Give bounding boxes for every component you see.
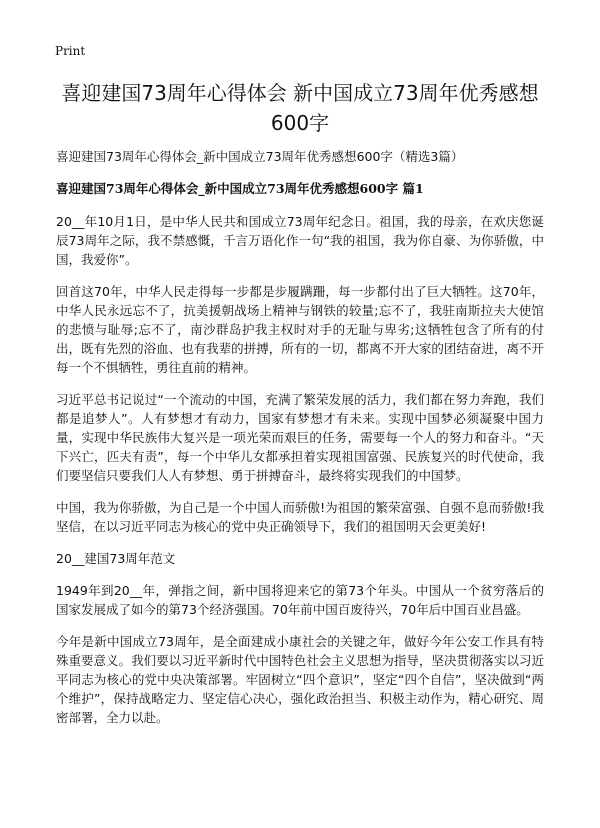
paragraph: 今年是新中国成立73周年，是全面建成小康社会的关键之年，做好今年公安工作具有特殊重要意义。我们要以习近平新时代中国特色社会主义思想为指导，坚决贯彻落实以习近平同志为核心的党中央决策部署。牢固树立“四个意识”，坚定“四个自信”，坚决做到“两个维护”，保持战略定力、坚定信心决心，强化政治担当、积极主动作为，精心研究、周密部署，全力以赴。 xyxy=(56,634,544,725)
page-title-line-1: 喜迎建国73周年心得体会 新中国成立73周年优秀感想 xyxy=(61,81,539,105)
paragraph: 中国，我为你骄傲，为自己是一个中国人而骄傲!为祖国的繁荣富强、自强不息而骄傲!我坚信，在以习近平同志为核心的党中央正确领导下，我们的祖国明天会更美好! xyxy=(56,500,544,534)
section-heading: 喜迎建国73周年心得体会_新中国成立73周年优秀感想600字 篇1 xyxy=(56,181,424,196)
page-title xyxy=(40,78,560,138)
page-title-line-2: 600字 xyxy=(270,111,330,135)
paragraph-heading: 20__建国73周年范文 xyxy=(56,551,176,566)
paragraph: 20__年10月1日，是中华人民共和国成立73周年纪念日。祖国，我的母亲，在欢庆您诞辰73周年之际，我不禁感慨，千言万语化作一句“我的祖国，我为你自豪、为你骄傲，中国，我爱你”。 xyxy=(56,214,544,267)
article-subtitle: 喜迎建国73周年心得体会_新中国成立73周年优秀感想600字（精选3篇） xyxy=(56,149,464,164)
paragraph: 回首这70年，中华人民走得每一步都是步履蹒跚，每一步都付出了巨大牺牲。这70年，中华人民永远忘不了，抗美援朝战场上精神与钢铁的较量;忘不了，我驻南斯拉夫大使馆的悲愤与耻辱;忘不了，南沙群岛护我主权时对手的无耻与卑劣;这牺牲包含了所有的付出，既有先烈的浴血、也有我辈的拼搏，所有的一切，都离不开大家的团结奋进，离不开每一个不惧牺牲，勇往直前的精神。 xyxy=(56,284,544,375)
paragraph: 1949年到20__年，弹指之间，新中国将迎来它的第73个年头。中国从一个贫穷落后的国家发展成了如今的第73个经济强国。70年前中国百废待兴，70年后中国百业昌盛。 xyxy=(56,583,544,617)
paragraph: 习近平总书记说过“一个流动的中国，充满了繁荣发展的活力，我们都在努力奔跑，我们都是追梦人”。人有梦想才有动力，国家有梦想才有未来。实现中国梦必须凝聚中国力量，实现中华民族伟大复兴是一项光荣而艰巨的任务，需要每一个人的努力和奋斗。“天下兴亡，匹夫有责”，每一个中华儿女都承担着实现祖国富强、民族复兴的时代使命，我们要坚信只要我们人人有梦想、勇于拼搏奋斗，最终将实现我们的中国梦。 xyxy=(56,392,544,483)
article-body xyxy=(56,148,544,740)
print-link[interactable]: Print xyxy=(55,44,86,58)
